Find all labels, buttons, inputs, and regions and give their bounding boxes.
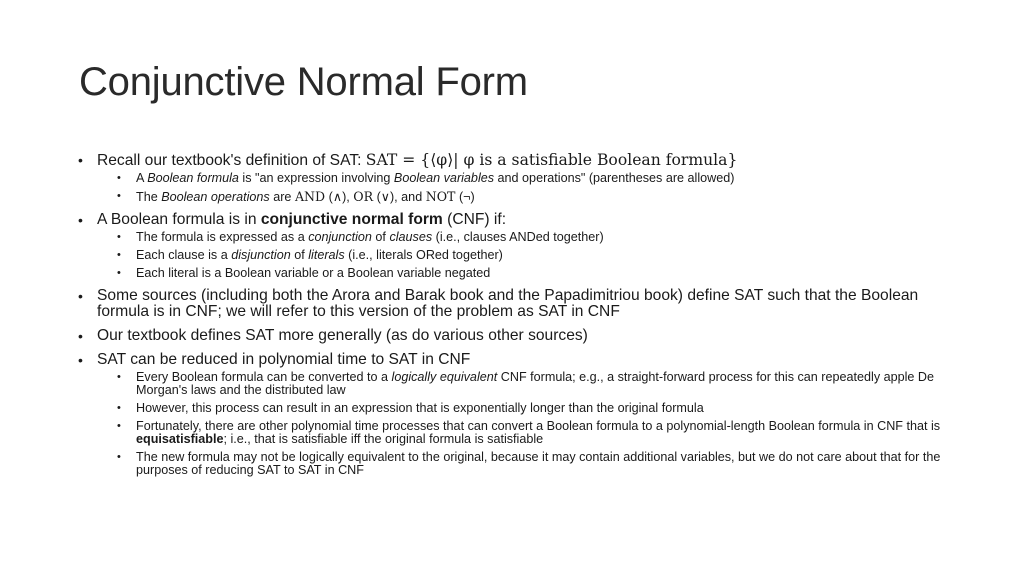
text: are <box>269 190 295 204</box>
text: Some sources (including both the Arora and Barak book and the Papadimitriou book) define SAT such that the Boolean formula is in CNF; we will refer to this version of the problem as SAT in CNF <box>97 287 919 320</box>
italic-text: Boolean formula <box>147 171 239 185</box>
text: The <box>136 190 162 204</box>
text: (¬) <box>455 190 475 204</box>
bullet-cnf-definition <box>78 212 948 280</box>
text: (i.e., clauses ANDed together) <box>432 230 604 244</box>
italic-text: disjunction <box>231 248 291 262</box>
text: Each clause is a <box>136 248 232 262</box>
sub-bullet-logically-equivalent <box>117 371 948 397</box>
italic-text: clauses <box>389 230 433 244</box>
math-text: OR <box>353 189 374 204</box>
text: Each literal is a Boolean variable or a Boolean variable negated <box>136 266 491 280</box>
bullet-reduction <box>78 352 948 477</box>
bold-text: conjunctive normal form <box>260 211 443 228</box>
text: of <box>371 230 390 244</box>
italic-text: Boolean variables <box>393 171 495 185</box>
sub-bullet-boolean-operations <box>117 190 948 204</box>
text: (∧), <box>325 190 354 204</box>
italic-text: logically equivalent <box>391 370 498 384</box>
sub-bullet-disjunction <box>117 249 948 262</box>
sub-bullet-conjunction <box>117 231 948 244</box>
text: A <box>136 171 148 185</box>
italic-text: literals <box>308 248 345 262</box>
text: ; i.e., that is satisfiable iff the original formula is satisfiable <box>223 432 544 446</box>
bullet-textbook-general <box>78 328 948 344</box>
text: However, this process can result in an expression that is exponentially longer than the original formula <box>136 401 704 415</box>
sub-bullet-equisatisfiable <box>117 420 948 446</box>
sub-bullet-list <box>117 371 948 477</box>
sub-bullet-list <box>117 231 948 280</box>
sub-bullet-boolean-formula <box>117 172 948 185</box>
text: (∨), and <box>373 190 426 204</box>
math-text: NOT <box>425 189 456 204</box>
sub-bullet-literal <box>117 267 948 280</box>
sub-bullet-list <box>117 172 948 204</box>
text: The new formula may not be logically equivalent to the original, because it may contain additional variables, but we do not care about that for the purposes of reducing SAT to SAT in CNF <box>136 450 941 477</box>
bullet-list <box>78 152 948 477</box>
italic-text: Boolean operations <box>161 190 270 204</box>
sub-bullet-not-equivalent <box>117 451 948 477</box>
text: A Boolean formula is in <box>97 211 261 228</box>
text: The formula is expressed as a <box>136 230 309 244</box>
bullet-other-sources <box>78 288 948 320</box>
sub-bullet-exponential <box>117 402 948 415</box>
text: Every Boolean formula can be converted to a <box>136 370 392 384</box>
text: Fortunately, there are other polynomial time processes that can convert a Boolean formula to a polynomial-length Boolean formula in CNF that is <box>136 419 941 433</box>
bold-text: equisatisfiable <box>136 432 224 446</box>
bullet-sat-definition <box>78 152 948 204</box>
bullet-text: Recall our textbook's definition of SAT: <box>97 152 366 169</box>
italic-text: conjunction <box>308 230 372 244</box>
sat-formula: SAT = {⟨φ⟩| φ is a satisfiable Boolean formula} <box>365 151 738 169</box>
slide-content <box>78 152 948 485</box>
text: CNF formula; e.g., a straight-forward process for this can repeatedly apple De Morgan's laws and the distributed law <box>136 370 935 397</box>
text: SAT can be reduced in polynomial time to SAT in CNF <box>97 351 471 368</box>
text: and operations" (parentheses are allowed) <box>494 171 735 185</box>
text: (i.e., literals ORed together) <box>344 248 503 262</box>
text: Our textbook defines SAT more generally (as do various other sources) <box>97 327 588 344</box>
text: of <box>290 248 309 262</box>
slide-title: Conjunctive Normal Form <box>79 60 528 104</box>
text: (CNF) if: <box>442 211 507 228</box>
text: is "an expression involving <box>238 171 394 185</box>
math-text: AND <box>294 189 326 204</box>
